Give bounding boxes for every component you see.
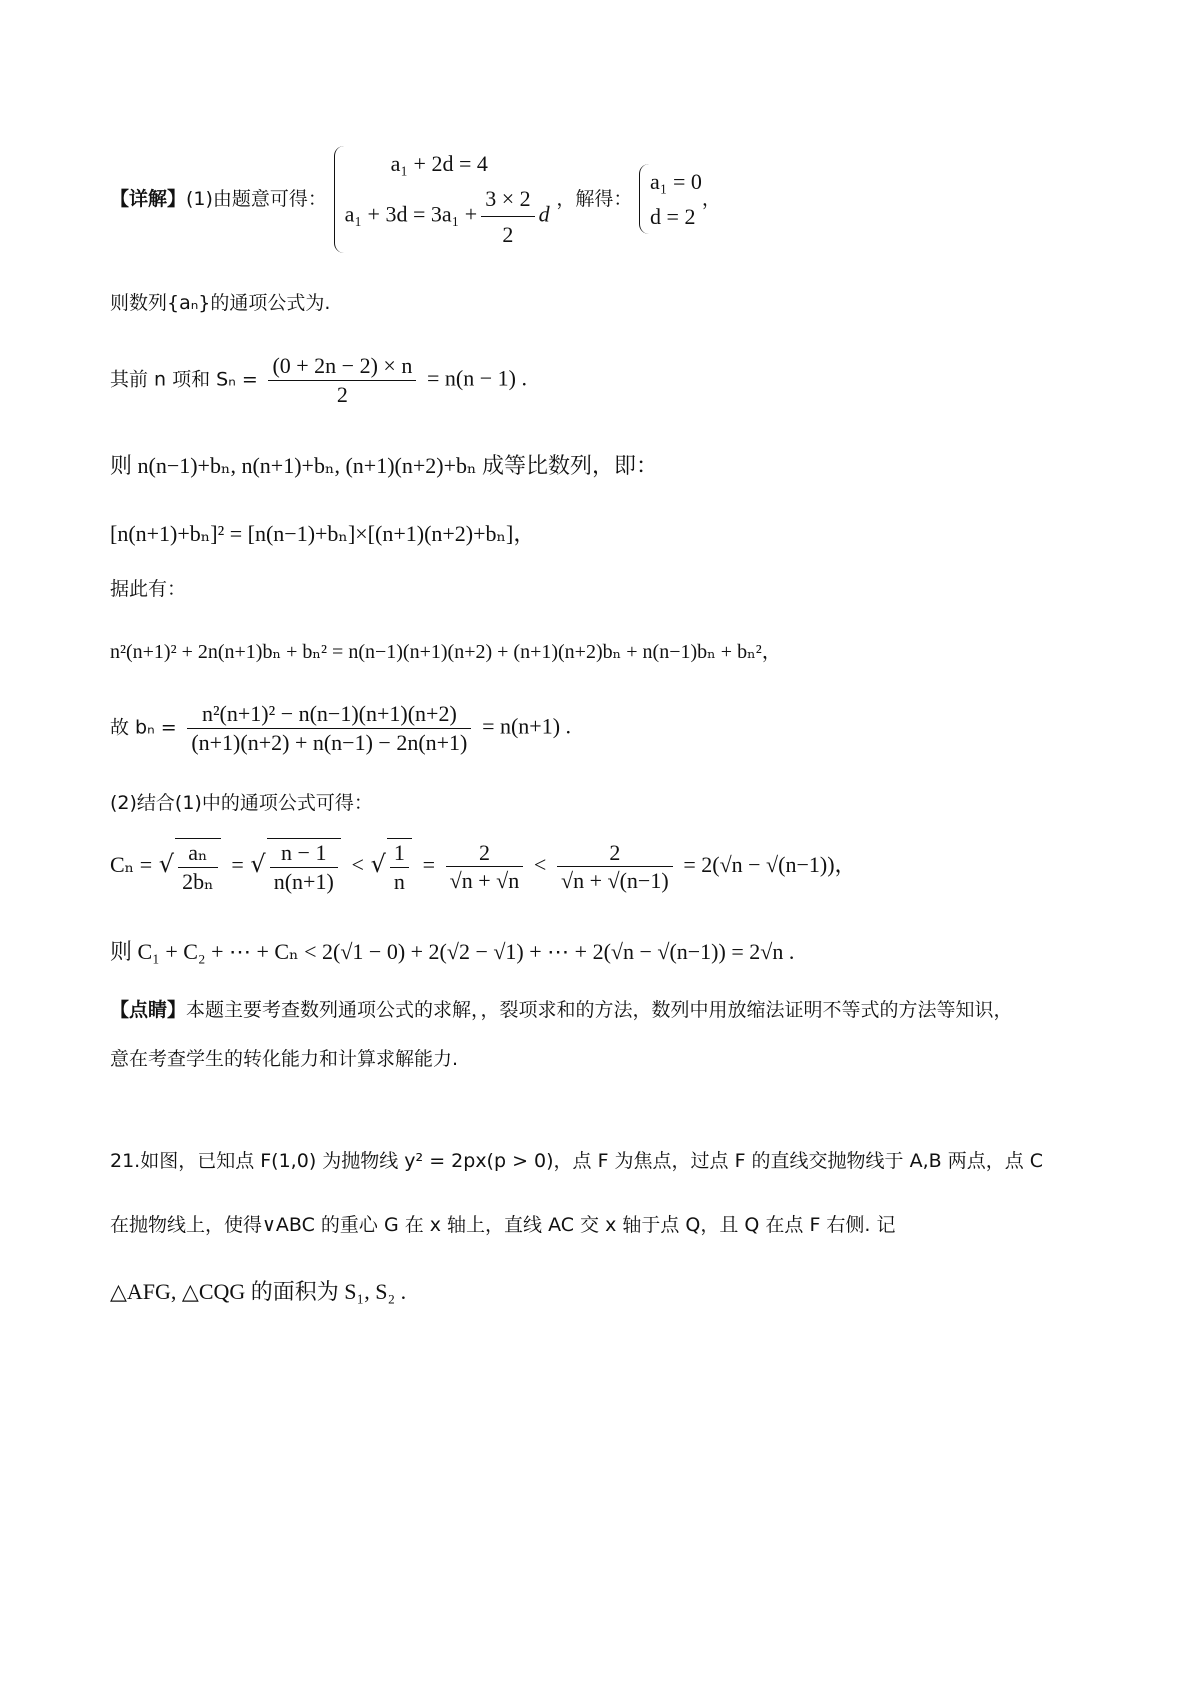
- bn-formula-line: [110, 700, 571, 756]
- equals-sign: =: [231, 852, 244, 877]
- bn-label: 故 bₙ =: [110, 716, 177, 739]
- problem-21-line-3: △AFG, △CQG 的面积为 S₁, S₂ .: [110, 1279, 407, 1304]
- bn-result: = n(n+1) .: [482, 713, 572, 739]
- fraction-denominator: √n + √(n−1): [561, 868, 669, 893]
- sum-result: = n(n − 1) .: [427, 365, 527, 391]
- solution-part1-system: [110, 146, 721, 253]
- cn-fraction-4: [446, 839, 524, 895]
- cn-fraction-1: [175, 838, 221, 895]
- comment-label: 【点睛】: [110, 999, 187, 1021]
- fraction-numerator: 1: [390, 839, 409, 868]
- part2-intro: (2)结合(1)中的通项公式可得：: [110, 792, 373, 814]
- sqrt-icon: √: [250, 850, 266, 878]
- fraction-numerator: n − 1: [270, 839, 338, 868]
- solution-d: d = 2: [650, 204, 696, 230]
- fraction-denominator: n(n+1): [273, 868, 334, 894]
- solution-a1: a₁ = 0: [650, 169, 702, 195]
- less-than-sign: <: [533, 852, 547, 877]
- cn-result: = 2(√n − √(n−1))，: [683, 852, 857, 877]
- comment-line: [110, 996, 1013, 1023]
- solve-label: ，解得：: [556, 187, 633, 210]
- system-eq-2-var: d: [538, 201, 550, 227]
- detail-intro: (1)由题意可得：: [186, 187, 327, 210]
- sqrt-icon: √: [158, 850, 175, 878]
- detail-label: 【详解】: [110, 187, 187, 210]
- comma: ，: [701, 187, 721, 210]
- system-eq-2-fraction: [481, 181, 534, 252]
- fraction-numerator: n²(n+1)² − n(n−1)(n+1)(n+2): [187, 700, 471, 729]
- fraction-numerator: 2: [446, 839, 524, 868]
- fraction-denominator: n: [393, 868, 405, 894]
- comment-text: 本题主要考查数列通项公式的求解，，裂项求和的方法，数列中用放缩法证明不等式的方法等知识，: [186, 999, 1013, 1021]
- fraction-denominator: 2: [502, 222, 514, 248]
- comment-line-2: 意在考查学生的转化能力和计算求解能力.: [110, 1048, 459, 1070]
- equals-sign: =: [422, 852, 435, 877]
- equation-system: [334, 146, 550, 253]
- fraction-denominator: √n + √n: [449, 868, 520, 893]
- geometric-sequence-line: 则 n(n−1)+bₙ, n(n+1)+bₙ, (n+1)(n+2)+bₙ 成等比数列，即：: [110, 453, 659, 478]
- system-eq-1: a₁ + 2d = 4: [390, 151, 488, 176]
- bn-fraction: [187, 700, 471, 756]
- problem-21-line-1: 21.如图，已知点 F(1,0) 为抛物线 y² = 2px(p > 0)，点 F 为焦点，过点 F 的直线交抛物线于 A,B 两点，点 C: [110, 1150, 1044, 1172]
- fraction-denominator: 2: [336, 381, 348, 407]
- fraction-denominator: 2bₙ: [182, 868, 214, 894]
- sum-formula-line: [110, 352, 527, 408]
- sum-label: 其前 n 项和 Sₙ =: [110, 368, 258, 391]
- solution-system: [639, 164, 702, 234]
- cn-inequality-line: [110, 838, 857, 895]
- less-than-sign: <: [351, 852, 364, 877]
- fraction-numerator: 3 × 2: [481, 181, 534, 217]
- sqrt-icon: √: [370, 850, 386, 878]
- expanded-equation-line: n²(n+1)² + 2n(n+1)bₙ + bₙ² = n(n−1)(n+1)(n+2) + (n+1)(n+2)bₙ + n(n−1)bₙ + bₙ²，: [110, 641, 782, 663]
- cn-fraction-2: [267, 838, 341, 895]
- cn-fraction-5: [557, 839, 673, 895]
- cn-fraction-3: [387, 838, 412, 895]
- fraction-numerator: 2: [557, 839, 673, 868]
- sum-fraction: [268, 352, 416, 408]
- general-term-line: 则数列{aₙ}的通项公式为.: [110, 292, 331, 314]
- cn-label: Cₙ =: [110, 852, 153, 877]
- therefore-line: 据此有：: [110, 578, 187, 600]
- fraction-denominator: (n+1)(n+2) + n(n−1) − 2n(n+1): [191, 729, 468, 755]
- system-eq-2-left: a₁ + 3d = 3a₁ +: [344, 201, 478, 227]
- fraction-numerator: (0 + 2n − 2) × n: [268, 352, 416, 381]
- problem-21-line-2: 在抛物线上，使得∨ABC 的重心 G 在 x 轴上，直线 AC 交 x 轴于点 Q，且 Q 在点 F 右侧. 记: [110, 1214, 896, 1236]
- square-equation-line: [n(n+1)+bₙ]² = [n(n−1)+bₙ]×[(n+1)(n+2)+bₙ]，: [110, 521, 536, 546]
- system-eq-2: [345, 181, 550, 252]
- fraction-numerator: aₙ: [178, 839, 218, 868]
- sum-inequality-line: 则 C₁ + C₂ + ⋯ + Cₙ < 2(√1 − 0) + 2(√2 − √1) + ⋯ + 2(√n − √(n−1)) = 2√n .: [110, 939, 795, 964]
